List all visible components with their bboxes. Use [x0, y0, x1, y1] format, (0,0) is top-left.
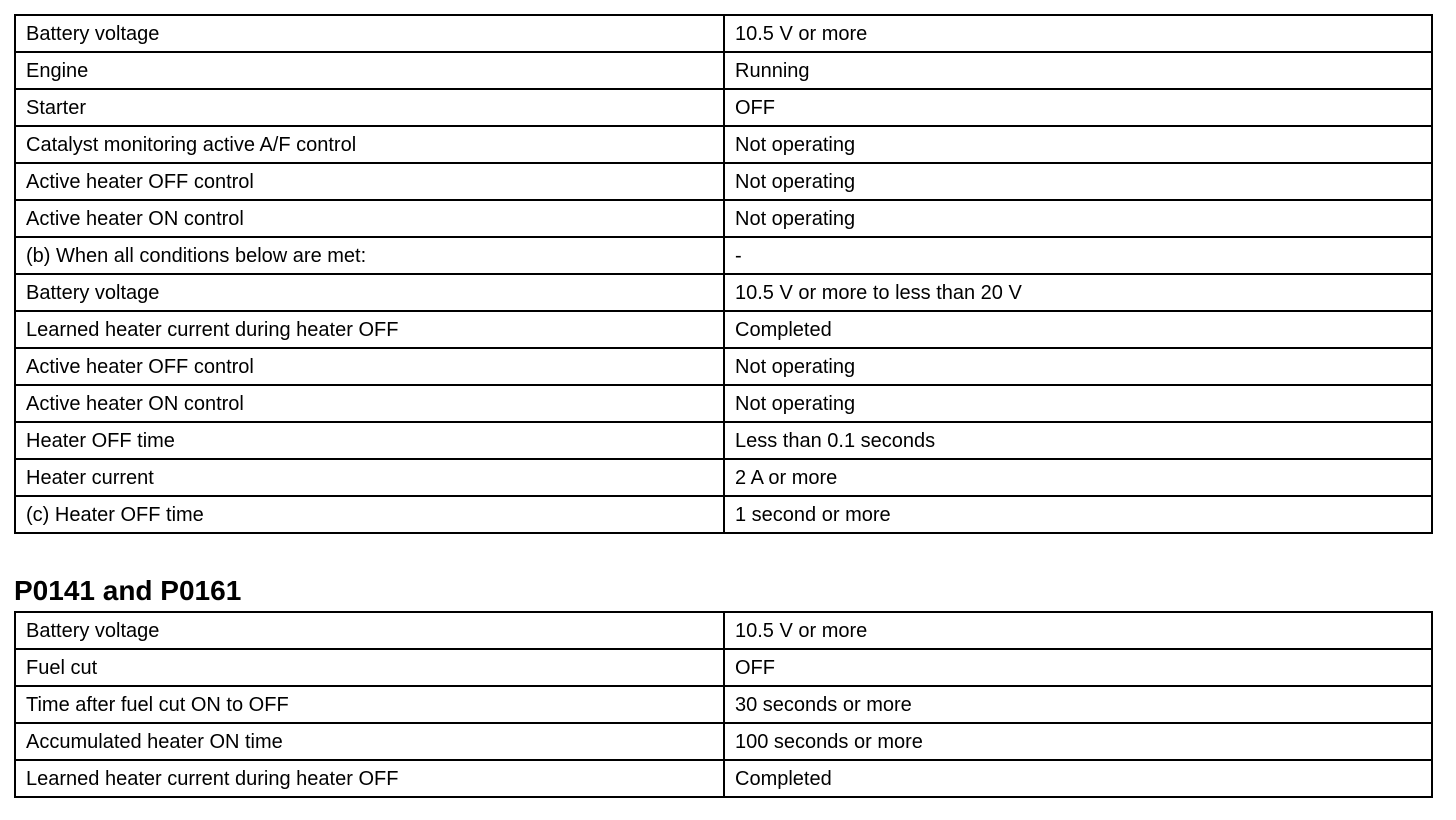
table-row [15, 723, 1432, 760]
condition-cell: Learned heater current during heater OFF [15, 760, 724, 797]
value-cell: Not operating [724, 348, 1432, 385]
value-cell: - [724, 237, 1432, 274]
value-cell: OFF [724, 649, 1432, 686]
table-row [15, 311, 1432, 348]
table-row [15, 200, 1432, 237]
value-cell: 10.5 V or more [724, 612, 1432, 649]
condition-cell: (b) When all conditions below are met: [15, 237, 724, 274]
table-row [15, 348, 1432, 385]
table-row [15, 459, 1432, 496]
condition-cell: Fuel cut [15, 649, 724, 686]
value-cell: 30 seconds or more [724, 686, 1432, 723]
condition-cell: Engine [15, 52, 724, 89]
condition-cell: Active heater OFF control [15, 163, 724, 200]
condition-cell: Battery voltage [15, 15, 724, 52]
section-heading: P0141 and P0161 [14, 575, 242, 606]
value-cell: 1 second or more [724, 496, 1432, 533]
value-cell: 100 seconds or more [724, 723, 1432, 760]
value-cell: Not operating [724, 385, 1432, 422]
condition-cell: Active heater ON control [15, 385, 724, 422]
table-row [15, 274, 1432, 311]
condition-cell: Heater OFF time [15, 422, 724, 459]
table-row [15, 89, 1432, 126]
value-cell: OFF [724, 89, 1432, 126]
table-row [15, 15, 1432, 52]
table-row [15, 649, 1432, 686]
value-cell: Less than 0.1 seconds [724, 422, 1432, 459]
condition-cell: Active heater OFF control [15, 348, 724, 385]
table-row [15, 686, 1432, 723]
condition-cell: Time after fuel cut ON to OFF [15, 686, 724, 723]
table-row [15, 163, 1432, 200]
condition-cell: Battery voltage [15, 612, 724, 649]
value-cell: Completed [724, 760, 1432, 797]
value-cell: 10.5 V or more to less than 20 V [724, 274, 1432, 311]
value-cell: 2 A or more [724, 459, 1432, 496]
table-row [15, 496, 1432, 533]
table-row [15, 422, 1432, 459]
value-cell: 10.5 V or more [724, 15, 1432, 52]
condition-cell: Learned heater current during heater OFF [15, 311, 724, 348]
condition-cell: Accumulated heater ON time [15, 723, 724, 760]
table-row [15, 237, 1432, 274]
table-row [15, 385, 1432, 422]
condition-cell: (c) Heater OFF time [15, 496, 724, 533]
value-cell: Not operating [724, 163, 1432, 200]
value-cell: Running [724, 52, 1432, 89]
condition-cell: Heater current [15, 459, 724, 496]
table-row [15, 126, 1432, 163]
table-row [15, 52, 1432, 89]
p0141-p0161-conditions-table [14, 611, 1433, 798]
condition-cell: Starter [15, 89, 724, 126]
value-cell: Completed [724, 311, 1432, 348]
condition-cell: Active heater ON control [15, 200, 724, 237]
condition-cell: Battery voltage [15, 274, 724, 311]
table-row [15, 760, 1432, 797]
table-row [15, 612, 1432, 649]
value-cell: Not operating [724, 126, 1432, 163]
condition-cell: Catalyst monitoring active A/F control [15, 126, 724, 163]
conditions-table [14, 14, 1433, 534]
value-cell: Not operating [724, 200, 1432, 237]
